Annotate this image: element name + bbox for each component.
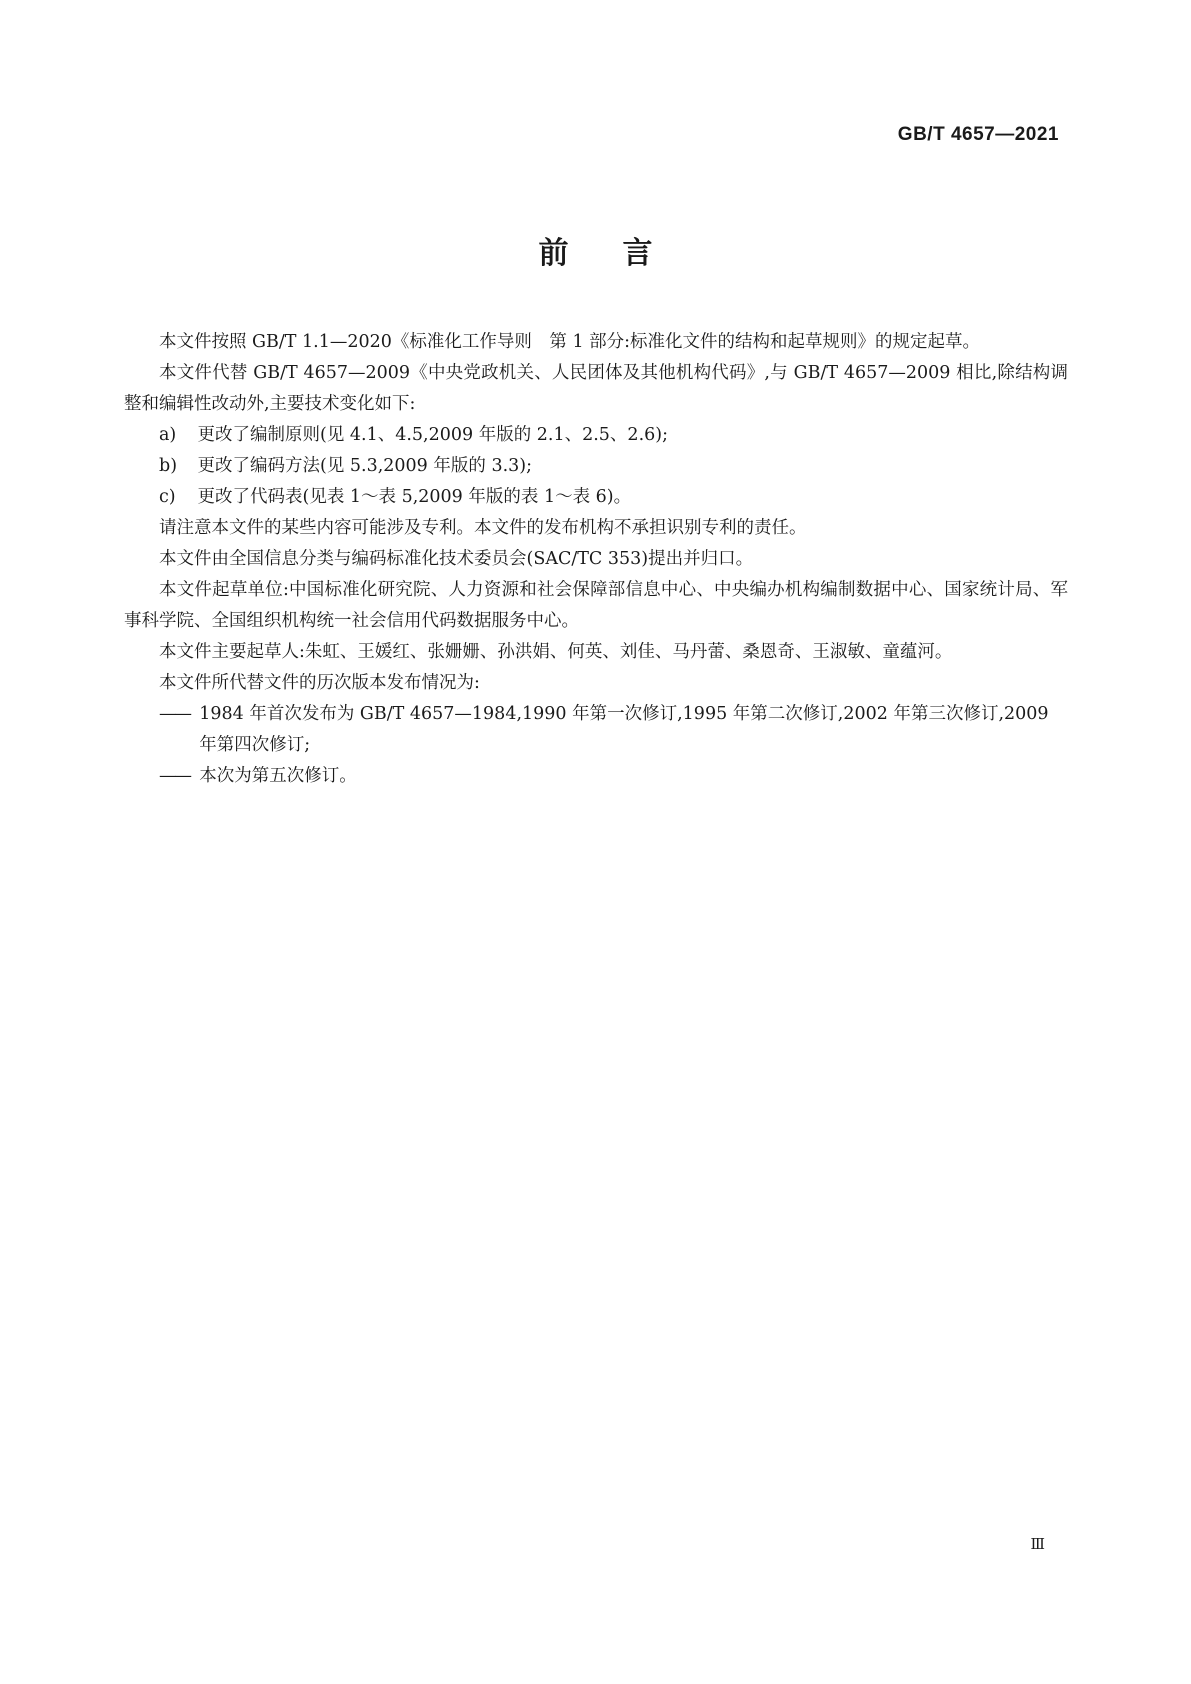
list-item-text: 更改了编制原则(见 4.1、4.5,2009 年版的 2.1、2.5、2.6); (197, 425, 668, 445)
dash-mark: —— (159, 704, 190, 724)
list-item-mark: a) (159, 425, 177, 445)
paragraph-replacement: 本文件代替 GB/T 4657—2009《中央党政机关、人民团体及其他机构代码》,与 GB/T 4657—2009 相比,除结构调整和编辑性改动外,主要技术变化如下: (124, 363, 1068, 414)
history-item-text: 本次为第五次修订。 (199, 766, 357, 786)
paragraph-drafting-units: 本文件起草单位:中国标准化研究院、人力资源和社会保障部信息中心、中央编办机构编制数据中心、国家统计局、军事科学院、全国组织机构统一社会信用代码数据服务中心。 (124, 580, 1068, 631)
dash-mark: —— (159, 766, 190, 786)
history-item-text: 1984 年首次发布为 GB/T 4657—1984,1990 年第一次修订,1995 年第二次修订,2002 年第三次修订,2009 年第四次修订; (199, 704, 1049, 755)
paragraph-patent-notice: 请注意本文件的某些内容可能涉及专利。本文件的发布机构不承担识别专利的责任。 (159, 518, 807, 538)
foreword-body (124, 327, 1068, 792)
history-item (124, 761, 1068, 792)
list-item-text: 更改了编码方法(见 5.3,2009 年版的 3.3); (197, 456, 532, 476)
page-title: 前言 (538, 236, 707, 271)
list-item (124, 451, 1068, 482)
paragraph-drafters: 本文件主要起草人:朱虹、王媛红、张姗姗、孙洪娟、何英、刘佳、马丹蕾、桑恩奇、王淑敏、童蕴河。 (159, 642, 953, 662)
history-item (124, 699, 1068, 761)
page-number: Ⅲ (1030, 1535, 1045, 1553)
paragraph-history-intro: 本文件所代替文件的历次版本发布情况为: (159, 673, 480, 693)
list-item (124, 420, 1068, 451)
list-item-mark: c) (159, 487, 176, 507)
list-item-mark: b) (159, 456, 178, 476)
list-item (124, 482, 1068, 513)
list-item-text: 更改了代码表(见表 1～表 5,2009 年版的表 1～表 6)。 (197, 487, 632, 507)
paragraph-drafting-rules: 本文件按照 GB/T 1.1—2020《标准化工作导则 第 1 部分:标准化文件的结构和起草规则》的规定起草。 (159, 332, 981, 352)
standard-code: GB/T 4657—2021 (897, 124, 1059, 145)
paragraph-committee: 本文件由全国信息分类与编码标准化技术委员会(SAC/TC 353)提出并归口。 (159, 549, 754, 569)
